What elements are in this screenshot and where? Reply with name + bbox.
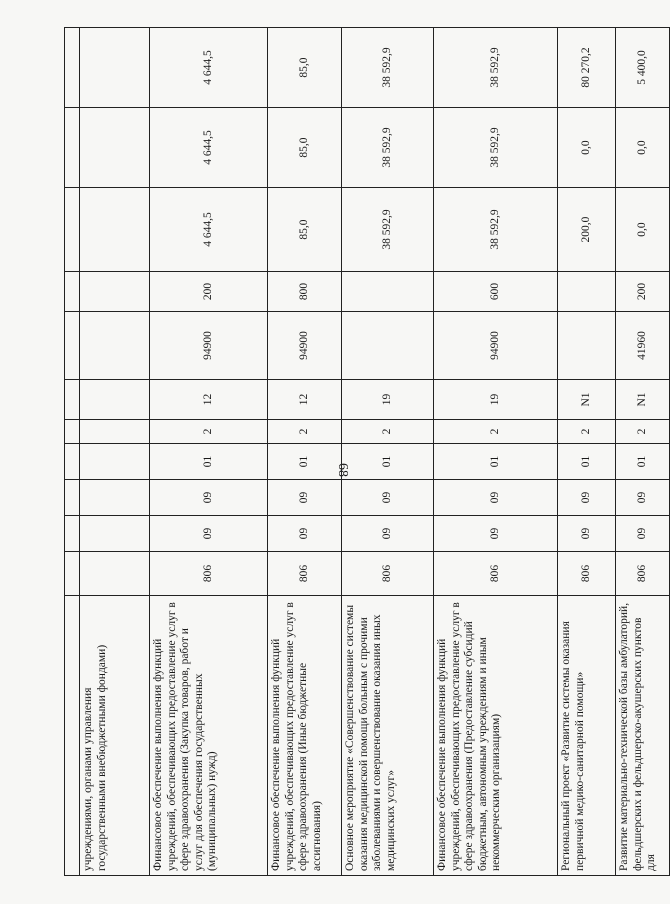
cell-p1: 01	[342, 444, 434, 480]
cell-s2: 0,0	[616, 108, 670, 188]
cell-name: Региональный проект «Развитие системы оказания первичной медико-санитарной помощи»	[558, 596, 616, 876]
cell-rz: 09	[434, 516, 558, 552]
cell-p2: 2	[342, 420, 434, 444]
cell-ved: 806	[268, 552, 342, 596]
cell-s2: 85,0	[268, 108, 342, 188]
cell-s2: 0,0	[558, 108, 616, 188]
cell-ved	[80, 552, 150, 596]
cell-rz: 09	[268, 516, 342, 552]
cell-pr: 09	[616, 480, 670, 516]
budget-table	[64, 27, 670, 876]
table-row	[150, 28, 268, 876]
cell-s1: 38 592,9	[342, 188, 434, 272]
cell-p3	[80, 380, 150, 420]
cell-ved: 806	[342, 552, 434, 596]
cell-s3: 38 592,9	[434, 28, 558, 108]
cell-name: Финансовое обеспечение выполнения функций учреждений, обеспечивающих предоставление услуг в сфере здравоохранения (Закупка товаров, работ и услуг для обеспечения государственных (муниципальных) нужд)	[150, 596, 268, 876]
cell-p4: 94900	[150, 312, 268, 380]
cell-rz: 09	[616, 516, 670, 552]
cell-p2: 2	[268, 420, 342, 444]
cell-vr: 200	[616, 272, 670, 312]
cell-p4	[80, 312, 150, 380]
table-row	[558, 28, 616, 876]
cell-name: Основное мероприятие «Совершенствование системы оказания медицинской помощи больным с прочими заболеваниями и совершенствование оказания иных медицинских услуг»	[342, 596, 434, 876]
cell-s1: 38 592,9	[434, 188, 558, 272]
cell-rz: 09	[558, 516, 616, 552]
cell-s3: 5 400,0	[616, 28, 670, 108]
cell-ved: 806	[558, 552, 616, 596]
cell-rz: 09	[342, 516, 434, 552]
cell-s1	[80, 188, 150, 272]
cell-p1: 01	[616, 444, 670, 480]
cell-pr: 09	[434, 480, 558, 516]
cell-s2	[80, 108, 150, 188]
cell-p3: N1	[558, 380, 616, 420]
cell-p2: 2	[150, 420, 268, 444]
cell-p3: 19	[342, 380, 434, 420]
cell-ved: 806	[434, 552, 558, 596]
table-row	[434, 28, 558, 876]
cell-s2: 38 592,9	[342, 108, 434, 188]
cell-pr: 09	[150, 480, 268, 516]
cell-pr: 09	[558, 480, 616, 516]
cell-p2	[80, 420, 150, 444]
cell-rz: 09	[150, 516, 268, 552]
cell-p3: 12	[150, 380, 268, 420]
table-row	[616, 28, 670, 876]
cell-p3: 12	[268, 380, 342, 420]
cell-p1: 01	[558, 444, 616, 480]
cell-s1: 0,0	[616, 188, 670, 272]
cell-p2: 2	[616, 420, 670, 444]
cell-p1	[80, 444, 150, 480]
cell-s1: 4 644,5	[150, 188, 268, 272]
cell-pr: 09	[342, 480, 434, 516]
cell-p3: 19	[434, 380, 558, 420]
cell-vr: 200	[150, 272, 268, 312]
cell-name: Финансовое обеспечение выполнения функций учреждений, обеспечивающих предоставление услуг в сфере здравоохранения (Иные бюджетные ассигнования)	[268, 596, 342, 876]
cell-p4: 94900	[268, 312, 342, 380]
cell-s3: 4 644,5	[150, 28, 268, 108]
cell-vr: 800	[268, 272, 342, 312]
cell-vr	[558, 272, 616, 312]
cell-name: Финансовое обеспечение выполнения функций учреждений, обеспечивающих предоставление услуг в сфере здравоохранения (Предоставление субсидий бюджетным, автономным учреждениям и иным некоммерческим организациям)	[434, 596, 558, 876]
cell-vr: 600	[434, 272, 558, 312]
cell-s2: 4 644,5	[150, 108, 268, 188]
cell-s3: 85,0	[268, 28, 342, 108]
cell-ved: 806	[150, 552, 268, 596]
cell-pr	[80, 480, 150, 516]
cell-pr: 09	[268, 480, 342, 516]
table-row	[268, 28, 342, 876]
cell-ved: 806	[616, 552, 670, 596]
cell-p4: 94900	[434, 312, 558, 380]
cell-s3	[80, 28, 150, 108]
cell-vr	[80, 272, 150, 312]
table-top-edge-row	[65, 28, 80, 876]
cell-s3: 80 270,2	[558, 28, 616, 108]
cell-p4	[342, 312, 434, 380]
cell-s1: 200,0	[558, 188, 616, 272]
cell-p1: 01	[150, 444, 268, 480]
cell-s1: 85,0	[268, 188, 342, 272]
cell-p2: 2	[434, 420, 558, 444]
budget-table-wrapper	[64, 28, 658, 876]
cell-p4	[558, 312, 616, 380]
cell-p2: 2	[558, 420, 616, 444]
cell-s2: 38 592,9	[434, 108, 558, 188]
cell-name: Развитие материально-технической базы амбулаторий, фельдшерских и фельдшерско-акушерских пунктов для	[616, 596, 670, 876]
table-row	[342, 28, 434, 876]
cell-vr	[342, 272, 434, 312]
page-number: 68	[335, 463, 350, 477]
cell-rz	[80, 516, 150, 552]
cell-s3: 38 592,9	[342, 28, 434, 108]
cell-p1: 01	[434, 444, 558, 480]
cell-p1: 01	[268, 444, 342, 480]
cell-p4: 41960	[616, 312, 670, 380]
cell-name: учреждениями, органами управления государственными внебюджетными фондами)	[80, 596, 150, 876]
table-row	[80, 28, 150, 876]
cell-p3: N1	[616, 380, 670, 420]
